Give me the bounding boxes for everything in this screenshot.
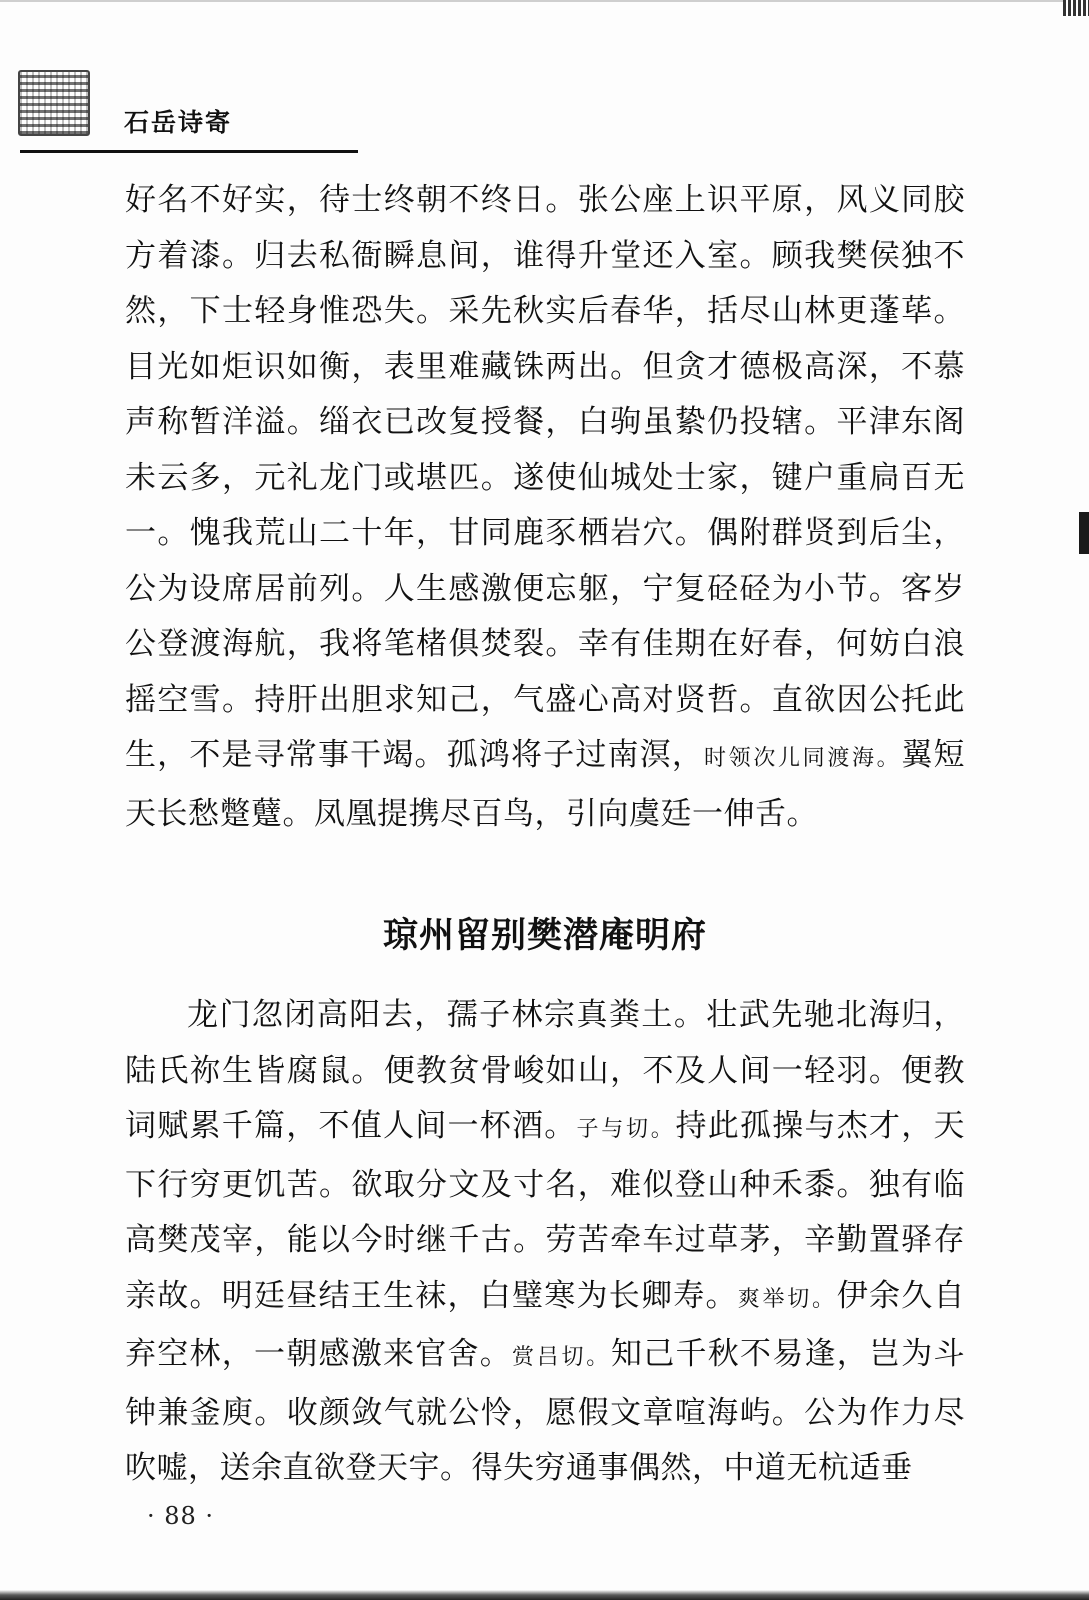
- inline-annotation: 子与切。: [576, 1117, 676, 1142]
- scan-artifact-corner: [1063, 0, 1089, 16]
- text-segment: 知己千秋不易逢，岂为斗钟兼釜庾。收颜敛气就公怜，愿假文章喧海屿。公为作力尽吹嘘，送余直欲登天宇。得失穷通事偶然，中道无杭适垂: [125, 1336, 965, 1486]
- running-title: 石岳诗寄: [124, 108, 233, 137]
- poem-body: [125, 988, 965, 1497]
- scan-edge-top: [0, 0, 1089, 2]
- inline-annotation: 赏吕切。: [512, 1345, 611, 1370]
- seal-logo: [18, 70, 90, 136]
- poem-body-continued: [125, 173, 965, 842]
- page-number: · 88 ·: [147, 1502, 215, 1530]
- poem-title: 琼州留别樊潜庵明府: [382, 915, 707, 956]
- scan-edge-bottom: [0, 1590, 1089, 1600]
- text-segment: 好名不好实，待士终朝不终日。张公座上识平原，风义同胶方着漆。归去私衙瞬息间，谁得升堂还入室。顾我樊侯独不然，下士轻身惟恐失。采先秋实后春华，括尽山林更蓬荜。目光如炬识如衡，表里难藏铢两出。但贪才德极高深，不慕声称暂洋溢。缁衣已改复授餐，白驹虽絷仍投辖。平津东阁未云多，元礼龙门或堪匹。遂使仙城处士家，键户重扃百无一。愧我荒山二十年，甘同鹿豕栖岩穴。偶附群贤到后尘，公为设席居前列。人生感激便忘躯，宁复硁硁为小节。客岁公登渡海航，我将笔楮俱焚裂。幸有佳期在好春，何妨白浪摇空雪。持肝出胆求知己，气盛心高对贤哲。直欲因公托此生，不是寻常事干竭。孤鸿将子过南溟，: [125, 182, 965, 773]
- scan-edge-mark: [1079, 512, 1089, 554]
- text-segment: 龙门忽闭高阳去，孺子林宗真粪土。壮武先驰北海归，陆氏祢生皆腐鼠。便教贫骨峻如山，不及人间一轻羽。便教词赋累千篇，不值人间一杯酒。: [125, 997, 965, 1144]
- text-segment: 伊余久自弃空林，一朝感激来官舍。: [125, 1277, 965, 1372]
- inline-annotation: 时领次儿同渡海。: [704, 746, 902, 771]
- header-rule: [20, 150, 358, 153]
- text-segment: 持此孤操与杰才，天下行穷更饥苦。欲取分文及寸名，难似登山种禾黍。独有临高樊茂宰，能以今时继千古。劳苦牵车过草茅，辛勤置驿存亲故。明廷昼结王生袜，白璧寒为长卿寿。: [125, 1108, 965, 1314]
- inline-annotation: 爽举切。: [737, 1286, 837, 1312]
- text-segment: 翼短天长愁蹩躠。凤凰提携尽百鸟，引向虞廷一伸舌。: [125, 737, 966, 832]
